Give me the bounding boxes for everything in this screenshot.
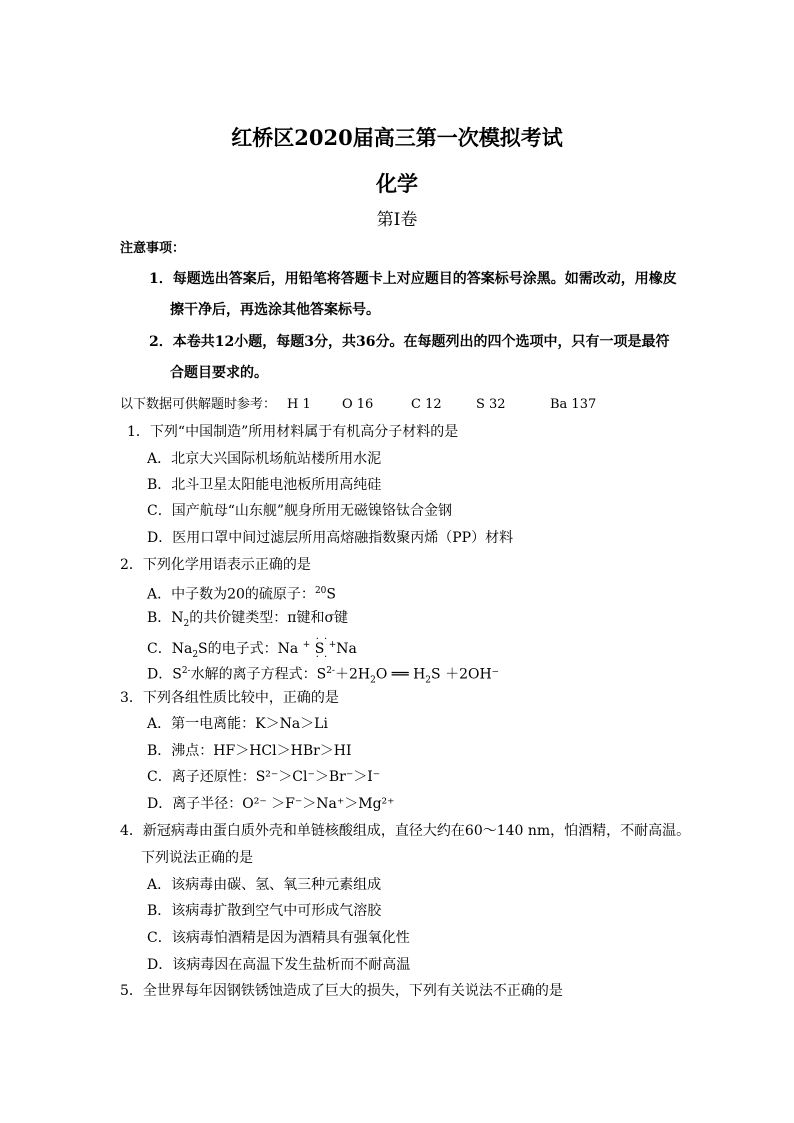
reference-item: Ba 137 — [550, 397, 597, 412]
question-1-option-d: D．医用口罩中间过滤层所用高熔融指数聚丙烯（PP）材料 — [147, 530, 514, 546]
question-1-stem: 1．下列“中国制造”所用材料属于有机高分子材料的是 — [127, 424, 459, 440]
question-5-stem: 5．全世界每年因钢铁锈蚀造成了巨大的损失，下列有关说法不正确的是 — [120, 983, 563, 999]
notice-item-2-line-1: 2．本卷共12小题，每题3分，共36分。在每题列出的四个选项中，只有一项是最符 — [149, 334, 670, 350]
question-2-option-a: A．中子数为20的硫原子：$^{20}$S — [147, 586, 336, 603]
notice-heading: 注意事项： — [120, 241, 186, 256]
question-3-option-b: B．沸点：HF＞HCl＞HBr＞HI — [147, 743, 352, 759]
question-4-option-a: A．该病毒由碳、氢、氧三种元素组成 — [147, 877, 382, 893]
question-1-option-a: A．北京大兴国际机场航站楼所用水泥 — [147, 451, 382, 467]
reference-item: S 32 — [476, 397, 506, 412]
notice-item-2-line-2: 合题目要求的。 — [170, 365, 268, 381]
reference-item: C 12 — [411, 397, 442, 412]
question-1-option-c: C．国产航母“山东舰”舰身所用无磁镍铬钛合金钢 — [147, 503, 453, 519]
subject-title: 化学 — [376, 171, 418, 196]
question-2-option-b: B．$N_2$的共价键类型：π键和σ键 — [147, 610, 349, 629]
question-4-stem-line-2: 下列说法正确的是 — [141, 850, 253, 866]
question-2-option-d: D．$S^{2-}$水解的离子方程式：$S^{2-}+2H_2O$ ══ $H_2S +2OH^-$ — [147, 666, 500, 686]
question-2-stem: 2．下列化学用语表示正确的是 — [120, 557, 311, 573]
question-3-option-d: D．离子半径：O²⁻ ＞F⁻＞Na⁺＞Mg²⁺ — [147, 796, 395, 812]
reference-item: H 1 — [287, 397, 311, 412]
exam-title: 红桥区2020届高三第一次模拟考试 — [231, 125, 563, 150]
question-1-option-b: B．北斗卫星太阳能电池板所用高纯硅 — [147, 477, 382, 493]
notice-item-1-line-2: 擦干净后，再选涂其他答案标号。 — [170, 302, 380, 318]
question-3-stem: 3．下列各组性质比较中，正确的是 — [120, 690, 339, 706]
question-4-option-b: B．该病毒扩散到空气中可形成气溶胶 — [147, 903, 382, 919]
question-4-option-d: D．该病毒因在高温下发生盐析而不耐高温 — [147, 957, 411, 973]
question-2-option-c: C．$Na_2S$的电子式：Na + · · S · · +Na — [147, 636, 357, 664]
electron-dot-symbol: · · S · · — [315, 640, 325, 658]
notice-item-1-line-1: 1．每题选出答案后，用铅笔将答题卡上对应题目的答案标号涂黑。如需改动，用橡皮 — [149, 271, 677, 287]
question-4-option-c: C．该病毒怕酒精是因为酒精具有强氧化性 — [147, 930, 410, 946]
question-3-option-a: A．第一电离能：K＞Na＞Li — [147, 716, 328, 732]
question-3-option-c: C．离子还原性：S²⁻＞Cl⁻＞Br⁻＞I⁻ — [147, 769, 381, 785]
reference-line — [120, 396, 597, 414]
volume-title: 第Ⅰ卷 — [376, 210, 418, 230]
question-4-stem-line-1: 4．新冠病毒由蛋白质外壳和单链核酸组成，直径大约在60～140 nm，怕酒精，不耐高温。 — [120, 823, 691, 839]
reference-label: 以下数据可供解题时参考： — [120, 397, 277, 412]
reference-item: O 16 — [342, 397, 374, 412]
